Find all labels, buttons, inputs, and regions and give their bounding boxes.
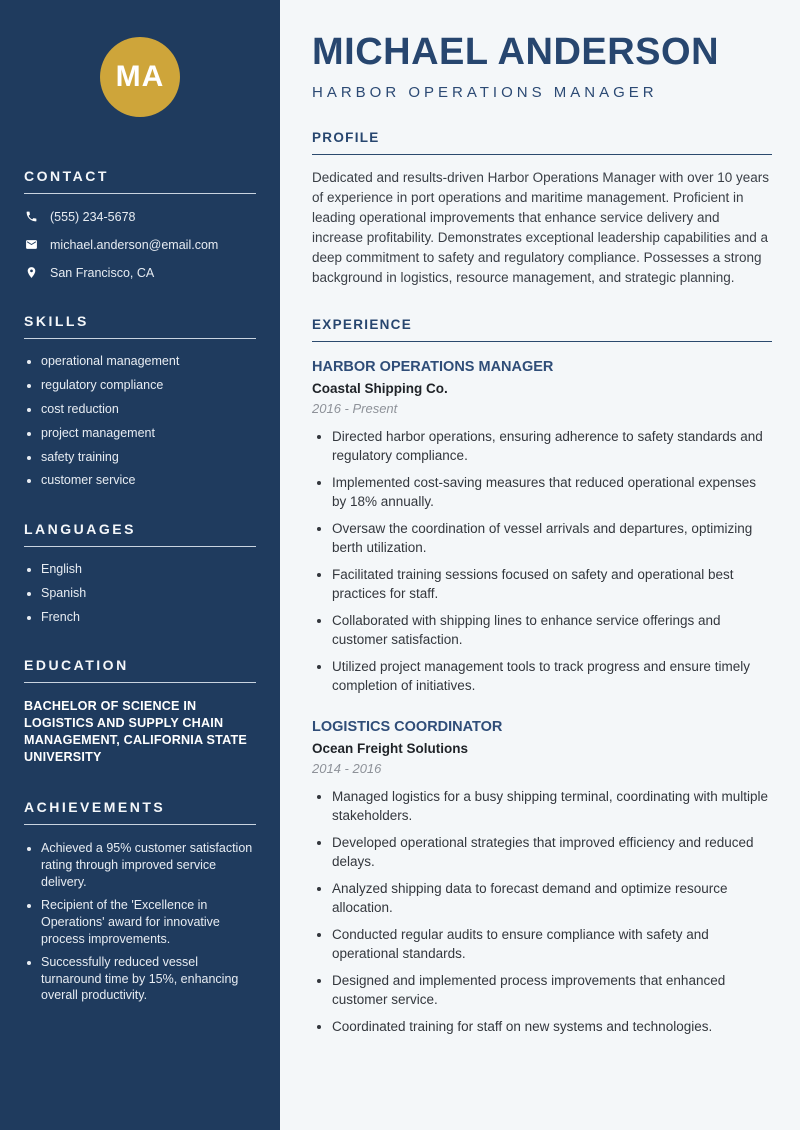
list-item: • Coordinated training for staff on new systems and technologies. (332, 1018, 772, 1037)
skills-section (24, 313, 256, 488)
job-bullet-list (312, 428, 772, 695)
list-item: • English (41, 562, 256, 576)
contact-section (24, 168, 256, 280)
languages-heading: LANGUAGES (24, 520, 136, 537)
email-icon (24, 237, 39, 252)
profile-text: Dedicated and results-driven Harbor Operations Manager with over 10 years of experience in port operations and maritime management. Proficient in leading operational improvements that enhance service delivery and increase profitability. Demonstrates exceptional leadership capabilities and a deep commitment to safety and regulatory compliance. Possesses a strong background in logistics, resource management, and strategic planning. (312, 170, 769, 285)
list-item: • Analyzed shipping data to forecast demand and optimize resource allocation. (332, 880, 772, 917)
list-item: • Oversaw the coordination of vessel arrivals and departures, optimizing berth utilization. (332, 520, 772, 557)
job-title: LOGISTICS COORDINATOR (312, 719, 503, 735)
achievements-heading: ACHIEVEMENTS (24, 799, 166, 816)
contact-phone-text: (555) 234-5678 (50, 209, 136, 224)
list-item: • Utilized project management tools to track progress and ensure timely completion of initiatives. (332, 658, 772, 695)
languages-list (24, 562, 256, 624)
list-item: • Recipient of the 'Excellence in Operations' award for innovative process improvements. (41, 897, 256, 947)
list-item: • Spanish (41, 586, 256, 600)
list-item: • Collaborated with shipping lines to enhance service offerings and customer satisfaction. (332, 612, 772, 649)
contact-item-email (24, 237, 256, 252)
role-subtitle: HARBOR OPERATIONS MANAGER (312, 84, 658, 101)
job-bullet-list (312, 788, 772, 1037)
profile-heading: PROFILE (312, 130, 772, 155)
contact-location-text: San Francisco, CA (50, 265, 155, 280)
phone-icon (24, 209, 39, 224)
job-dates: 2016 - Present (312, 401, 398, 416)
list-item: • Implemented cost-saving measures that reduced operational expenses by 18% annually. (332, 474, 772, 511)
contact-email-text: michael.anderson@email.com (50, 237, 219, 252)
divider (24, 824, 256, 825)
education-section (24, 657, 256, 767)
contact-list (24, 209, 256, 280)
list-item: • project management (41, 426, 256, 440)
list-item: • safety training (41, 450, 256, 464)
skills-list (24, 354, 256, 488)
list-item: • operational management (41, 354, 256, 368)
divider (24, 338, 256, 339)
list-item: • Managed logistics for a busy shipping terminal, coordinating with multiple stakeholders. (332, 788, 772, 825)
list-item: • Directed harbor operations, ensuring adherence to safety standards and regulatory compliance. (332, 428, 772, 465)
divider (24, 682, 256, 683)
job-company: Ocean Freight Solutions (312, 741, 469, 756)
list-item: • Designed and implemented process improvements that enhanced customer service. (332, 972, 772, 1009)
divider (24, 193, 256, 194)
contact-item-location (24, 265, 256, 280)
list-item: • Conducted regular audits to ensure compliance with safety and operational standards. (332, 926, 772, 963)
list-item: • Developed operational strategies that improved efficiency and reduced delays. (332, 834, 772, 871)
achievements-section (24, 799, 256, 1004)
list-item: • Achieved a 95% customer satisfaction rating through improved service delivery. (41, 840, 256, 890)
education-degree: BACHELOR OF SCIENCE IN LOGISTICS AND SUPPLY CHAIN MANAGEMENT, CALIFORNIA STATE UNIVERSITY (24, 698, 247, 765)
languages-section (24, 521, 256, 624)
job-entry-2 (312, 719, 772, 1037)
list-item: • regulatory compliance (41, 378, 256, 392)
experience-heading: EXPERIENCE (312, 317, 772, 342)
list-item: • Facilitated training sessions focused on safety and operational best practices for staff. (332, 566, 772, 603)
contact-item-phone (24, 209, 256, 224)
avatar-initials: MA (115, 60, 165, 93)
list-item: • customer service (41, 473, 256, 487)
list-item: • French (41, 610, 256, 624)
experience-section (312, 317, 772, 1037)
education-heading: EDUCATION (24, 656, 129, 673)
avatar (100, 37, 180, 117)
job-dates: 2014 - 2016 (312, 761, 382, 776)
job-entry-1 (312, 359, 772, 695)
list-item: • Successfully reduced vessel turnaround time by 15%, enhancing overall productivity. (41, 954, 256, 1004)
job-title: HARBOR OPERATIONS MANAGER (312, 359, 554, 375)
location-icon (24, 265, 39, 280)
page-title: MICHAEL ANDERSON (312, 31, 720, 73)
contact-heading: CONTACT (24, 168, 109, 184)
profile-section (312, 130, 772, 288)
list-item: • cost reduction (41, 402, 256, 416)
divider (24, 546, 256, 547)
job-company: Coastal Shipping Co. (312, 381, 448, 396)
main-content (280, 0, 800, 1130)
skills-heading: SKILLS (24, 313, 89, 329)
achievements-list (24, 840, 256, 1004)
sidebar (0, 0, 280, 1130)
